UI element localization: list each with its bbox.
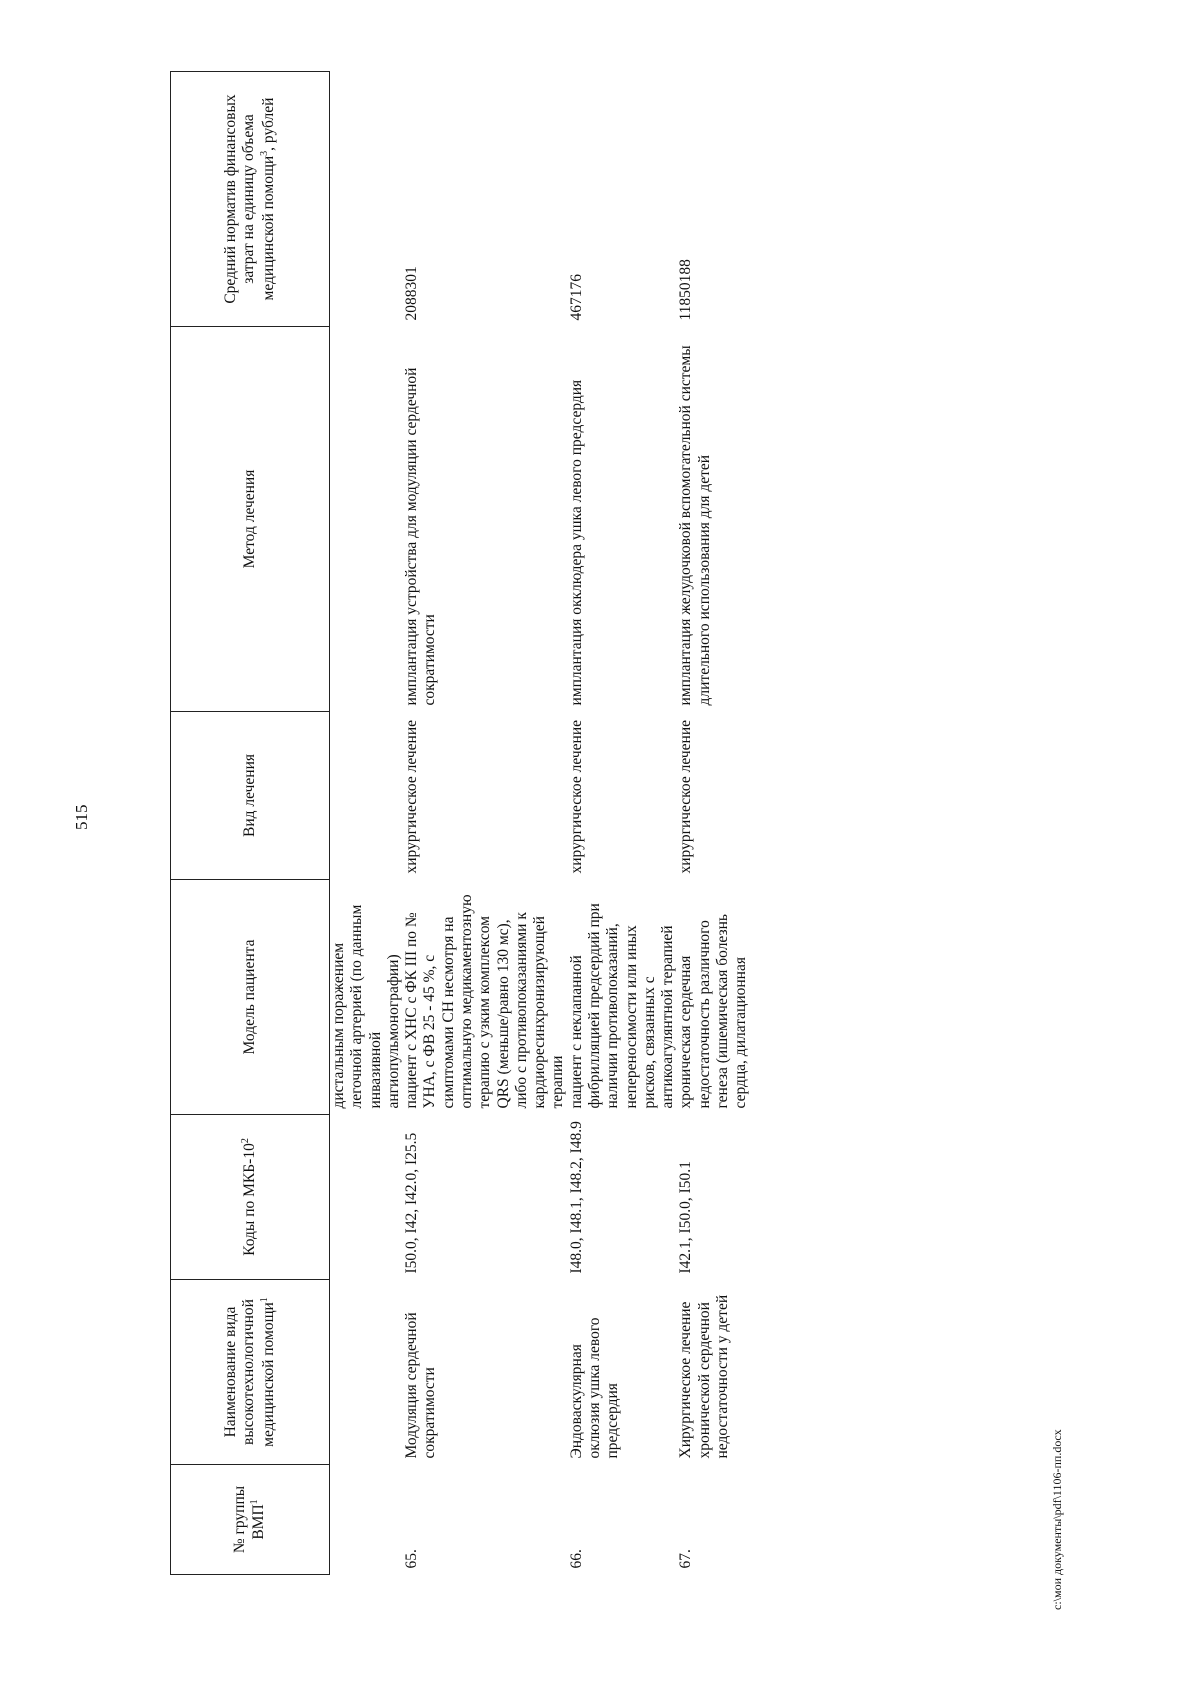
cell-no: 67.: [677, 1549, 695, 1569]
cell-name: Хирургическое лечение хронической сердечной недостаточности у детей: [677, 1294, 731, 1459]
cell-model: пациент с неклапанной фибрилляцией предсердий при наличии противопоказаний, непереносимости или иных рисков, связанных с антикоагулянтной терапией: [567, 903, 677, 1109]
cell-model: хроническая сердечная недостаточность различного генеза (ишемическая болезнь сердца, дилатационная: [677, 914, 750, 1109]
cell-method: имплантация окклюдера ушка левого предсердия: [567, 379, 585, 706]
header-codes: Коды по МКБ-$10^2$: [171, 1115, 330, 1280]
cell-treatment-type: хирургическое лечение: [677, 720, 695, 874]
cell-method: имплантация устройства для модуляции сердечной сократимости: [403, 367, 439, 706]
table-header-row: [171, 72, 330, 1575]
cell-no: 65.: [403, 1549, 421, 1569]
page-number: 515: [72, 804, 91, 830]
cell-cost: 467176: [567, 274, 585, 321]
cell-codes: I50.0, I42, I42.0, I25.5: [403, 1132, 421, 1274]
cell-name: Эндоваскулярная оклюзия ушка левого предсердия: [567, 1317, 622, 1459]
cell-model: дистальным поражением легочной артерией (по данным инвазивной ангиопульмонографии): [330, 904, 402, 1109]
vmp-table: [170, 71, 750, 1575]
table-row: [677, 72, 750, 1575]
rotated-table-container: [170, 45, 1200, 1575]
cell-treatment-type: хирургическое лечение: [403, 720, 421, 874]
header-model: Модель пациента: [171, 880, 330, 1115]
table-row: [568, 72, 678, 1575]
cell-codes: I48.0, I48.1, I48.2, I48.9: [567, 1121, 585, 1274]
cell-name: Модуляция сердечной сократимости: [403, 1312, 439, 1459]
cell-codes: I42.1, I50.0, I50.1: [677, 1161, 695, 1274]
cell-model: пациент с ХНС с ФК III по № УНА, с ФВ 25 - 45 %, с симптомами СН несмотря на оптимальную медикаментозную терапию с узким комплексом QRS (меньше/равно 130 мс), либо с противопоказаниями к кардиоресинхронизирующей терапии: [403, 894, 567, 1109]
cell-method: имплантация желудочковой вспомогательной системы длительного использования для детей: [677, 345, 713, 706]
cell-cost: 11850188: [677, 259, 695, 321]
header-treatment-type: Вид лечения: [171, 712, 330, 880]
cell-cost: 2088301: [403, 266, 421, 321]
header-cost: Средний норматив финансовых затрат на единицу объема медицинской помощи$^3$, рублей: [171, 72, 330, 327]
header-name: Наименование вида высокотехнологичной медицинской помощи$^1$: [171, 1280, 330, 1465]
cell-treatment-type: хирургическое лечение: [567, 720, 585, 874]
table-row: [403, 72, 568, 1575]
footer-file-path: c:\мои документы\pdf\1106-пп.docx: [1050, 1429, 1064, 1610]
header-method: Метод лечения: [171, 327, 330, 712]
header-group-no: № группы ВМП$^1$: [171, 1465, 330, 1575]
table-row-continuation: [330, 72, 404, 1575]
cell-no: 66.: [567, 1549, 585, 1569]
